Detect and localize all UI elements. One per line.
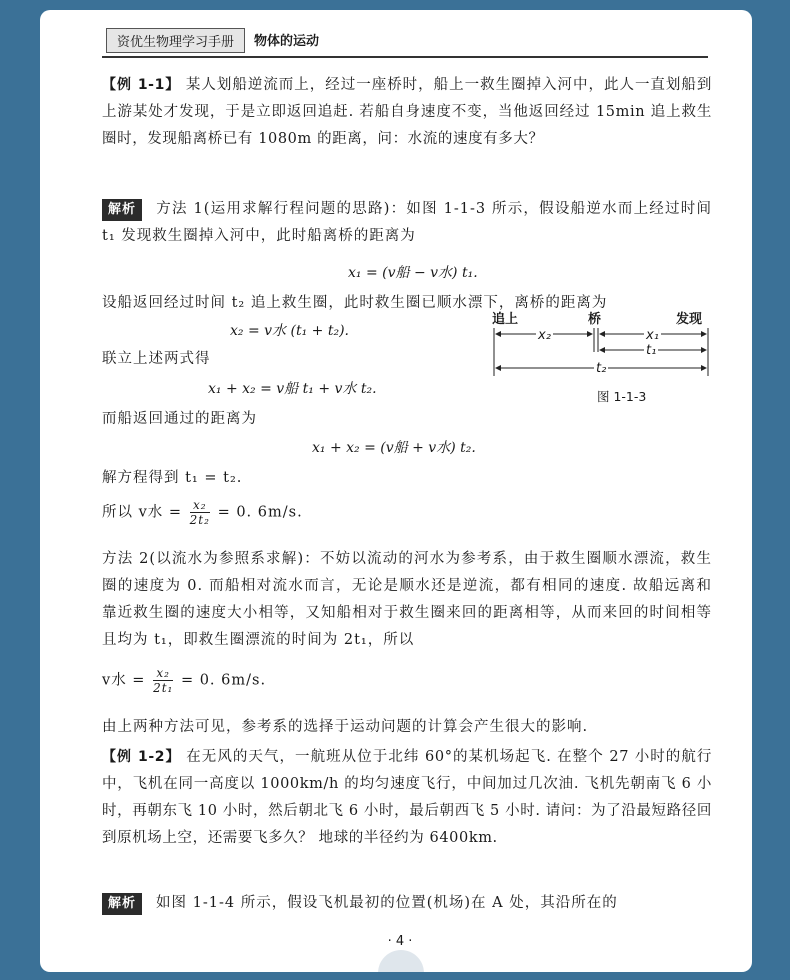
- figure-caption: 图 1-1-3: [597, 389, 647, 404]
- example-1-2-question: 在无风的天气，一航班从位于北纬 60°的某机场起飞. 在整个 27 小时的航行中，飞机在同一高度以 1000km/h 的均匀速度飞行，中间加过几次油. 飞机先朝南飞 6 小时，再朝东飞 10 小时，然后朝北飞 6 小时，最后朝西飞 5 小时. 请问：为了沿最短路径回到原机场上空，还需要飞多久？ 地球的半径约为 6400km.: [102, 749, 712, 846]
- running-header: [102, 26, 708, 58]
- solution-2-text: 如图 1-1-4 所示，假设飞机最初的位置(机场)在 A 处，其沿所在的: [156, 895, 618, 911]
- book-title: 资优生物理学习手册: [106, 28, 245, 53]
- fraction-x2-over-2t1: [153, 666, 173, 695]
- solution-conclusion: 由上两种方法可见，参考系的选择于运动问题的计算会产生很大的影响.: [102, 719, 589, 735]
- method-1-line-3: 联立上述两式得: [102, 351, 211, 367]
- example-1-1-label: 【例 1-1】: [102, 77, 181, 93]
- equation-3: x₁ + x₂ = v船 t₁ + v水 t₂.: [208, 381, 377, 397]
- result-1-prefix: 所以 v水 =: [102, 504, 183, 521]
- method-1-line-4: 而船返回通过的距离为: [102, 411, 257, 427]
- result-2-suffix: = 0. 6m/s.: [180, 672, 267, 689]
- fraction-1-denominator: 2t₂: [189, 513, 210, 527]
- example-1-1-question: 某人划船逆流而上，经过一座桥时，船上一救生圈掉入河中，此人一直划船到上游某处才发现，于是立即返回追赶. 若船自身速度不变，当他返回经过 15min 追上救生圈时，发现船离桥已有 1080m 的距离，问：水流的速度有多大？: [102, 77, 712, 147]
- solution-tag: 解析: [102, 199, 142, 221]
- equation-1: x₁ = (v船 − v水) t₁.: [348, 265, 478, 281]
- page-number: · 4 ·: [387, 934, 413, 949]
- example-1-1: [102, 72, 712, 153]
- page-tab: [378, 950, 424, 972]
- method-2-result: [102, 666, 502, 695]
- fraction-2-denominator: 2t₁: [153, 681, 174, 695]
- fraction-x2-over-2t2: [190, 498, 210, 527]
- method-1-line-2: 设船返回经过时间 t₂ 追上救生圈，此时救生圈已顺水漂下，离桥的距离为: [102, 295, 608, 311]
- solution-2-tag: 解析: [102, 893, 142, 915]
- solution-2: [102, 890, 712, 917]
- figure-label-t2: t₂: [596, 361, 607, 376]
- fraction-2-numerator: x₂: [153, 666, 173, 681]
- example-1-2: [102, 744, 712, 852]
- figure-label-x2: x₂: [538, 328, 551, 343]
- chapter-title: 物体的运动: [254, 34, 320, 49]
- method-1-line-5: 解方程得到 t₁ = t₂.: [102, 470, 243, 486]
- equation-4: x₁ + x₂ = (v船 + v水) t₂.: [312, 440, 476, 456]
- figure-label-x1: x₁: [646, 328, 659, 343]
- figure-label-discover: 发现: [676, 312, 703, 327]
- result-2-prefix: v水 =: [102, 672, 146, 689]
- method-1-intro: 方法 1(运用求解行程问题的思路)：如图 1-1-3 所示，假设船逆水而上经过时间 t₁ 发现救生圈掉入河中，此时船离桥的距离为: [102, 201, 712, 244]
- fraction-1-numerator: x₂: [190, 498, 210, 513]
- book-page: [40, 10, 752, 972]
- figure-label-t1: t₁: [646, 343, 657, 358]
- result-1-suffix: = 0. 6m/s.: [217, 504, 303, 521]
- example-1-2-label: 【例 1-2】: [102, 749, 181, 765]
- method-2: 方法 2(以流水为参照系求解)：不妨以流动的河水为参考系，由于救生圈顺水漂流，救生圈的速度为 0. 而船相对流水而言，无论是顺水还是逆流，都有相同的速度. 故船远离和靠近救生圈的速度大小相等，又知船相对于救生圈来回的距离相等，从而来回的时间相等且均为 t₁，即救生圈漂流的时间为 2t₁，所以: [102, 551, 712, 648]
- figure-1-1-3: [492, 310, 712, 404]
- method-1-result: [102, 498, 502, 527]
- figure-label-catch-up: 追上: [492, 312, 519, 327]
- solution-1-method-1: [102, 196, 712, 250]
- equation-2: x₂ = v水 (t₁ + t₂).: [230, 323, 349, 339]
- figure-label-bridge: 桥: [588, 312, 602, 327]
